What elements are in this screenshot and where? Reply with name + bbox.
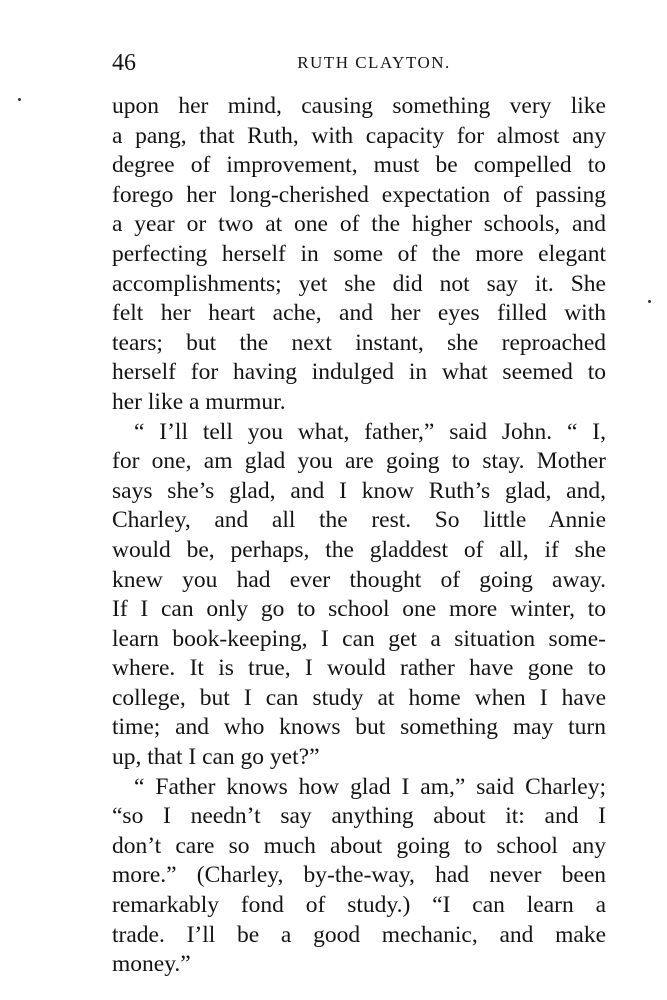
text-line: learn book-keeping, I can get a situation some- (112, 625, 606, 652)
text-line: time; and who knows but something may turn (112, 714, 606, 741)
text-line: tears; but the next instant, she reproached (112, 329, 606, 356)
running-title: RUTH CLAYTON. (297, 53, 451, 72)
text-line: upon her mind, causing something very like (112, 93, 606, 119)
text-line: “ Father knows how glad I am,” said Charley; (134, 773, 606, 800)
text-line: a pang, that Ruth, with capacity for almost any (112, 122, 606, 149)
text-line: herself for having indulged in what seemed to (112, 359, 606, 386)
text-line: Charley, and all the rest. So little Annie (112, 507, 606, 534)
text-line: knew you had ever thought of going away. (112, 566, 606, 593)
text-line: forego her long-cherished expectation of passing (112, 181, 606, 208)
text-line: remarkably fond of study.) “I can learn a (112, 892, 606, 919)
page-number: 46 (112, 50, 136, 76)
text-line: If I can only go to school one more winter, to (112, 596, 606, 623)
text-line: for one, am glad you are going to stay. Mother (112, 448, 606, 475)
text-line: don’t care so much about going to school any (112, 832, 606, 859)
text-line: her like a murmur. (112, 388, 286, 415)
text-line: more.” (Charley, by-the-way, had never been (112, 862, 606, 889)
text-line: “so I needn’t say anything about it: and I (112, 803, 606, 830)
text-line: college, but I can study at home when I have (112, 684, 606, 711)
text-line: a year or two at one of the higher schools, and (112, 211, 606, 238)
text-line: accomplishments; yet she did not say it. She (112, 270, 606, 297)
text-line: trade. I’ll be a good mechanic, and make (112, 921, 606, 948)
text-line: “ I’ll tell you what, father,” said John. “ I, (134, 418, 606, 445)
scan-speck (18, 98, 21, 101)
text-line: money.” (112, 951, 191, 978)
text-line: up, that I can go yet?” (112, 744, 320, 771)
body-text (112, 92, 606, 980)
text-line: where. It is true, I would rather have gone to (112, 655, 606, 682)
page-header (112, 48, 606, 78)
text-line: says she’s glad, and I know Ruth’s glad, and, (112, 477, 606, 504)
text-line: degree of improvement, must be compelled to (112, 152, 606, 179)
text-line: felt her heart ache, and her eyes filled with (112, 300, 606, 327)
text-line: perfecting herself in some of the more elegant (112, 240, 606, 267)
scan-speck (648, 300, 651, 303)
text-line: would be, perhaps, the gladdest of all, if she (112, 536, 606, 563)
